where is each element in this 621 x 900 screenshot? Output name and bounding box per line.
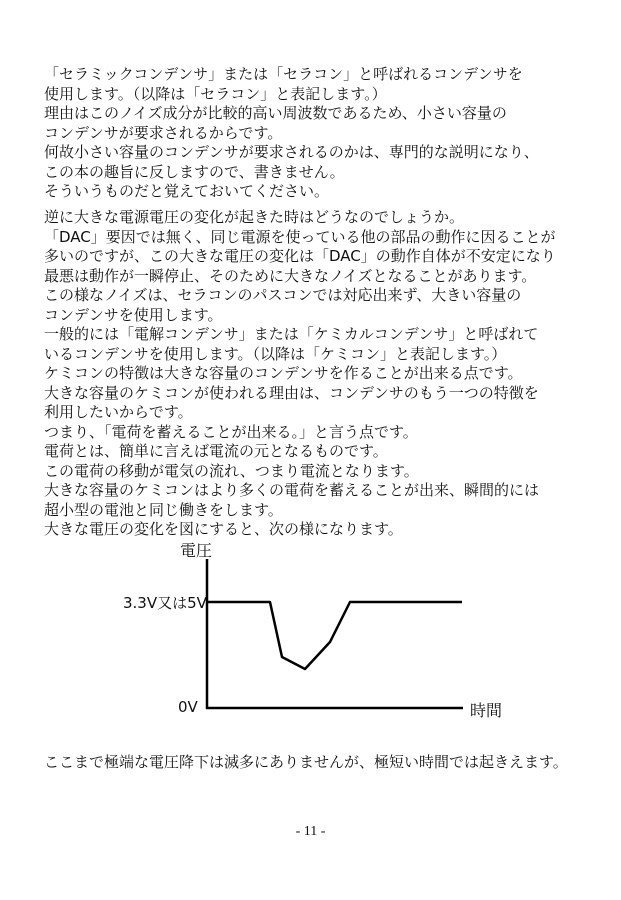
text-line: 多いのですが、この大きな電圧の変化は「DAC」の動作自体が不安定になり bbox=[44, 247, 556, 265]
text-line: ケミコンの特徴は大きな容量のコンデンサを作ることが出来る点です。 bbox=[44, 364, 523, 382]
text-line: コンデンサを使用します。 bbox=[44, 305, 223, 324]
text-line: この本の趣旨に反しますので、書きません。 bbox=[44, 162, 345, 181]
text-line: 超小型の電池と同じ働きをします。 bbox=[44, 500, 283, 519]
high-voltage-label: 3.3V又は5V bbox=[123, 594, 207, 612]
page-number: - 11 - bbox=[295, 824, 326, 839]
text-line: 大きな容量のケミコンはより多くの電荷を蓄えることが出来、瞬間的には bbox=[44, 481, 540, 499]
text-line: 使用します。（以降は「セラコン」と表記します。） bbox=[44, 84, 387, 103]
x-axis-label: 時間 bbox=[470, 701, 503, 720]
text-line: いるコンデンサを使用します。（以降は「ケミコン」と表記します。） bbox=[44, 344, 507, 363]
closing-sentence: ここまで極端な電圧降下は滅多にありませんが、極短い時間では起きえます。 bbox=[44, 753, 568, 771]
text-line: この様なノイズは、セラコンのパスコンでは対応出来ず、大きい容量の bbox=[44, 286, 522, 304]
text-line: 理由はこのノイズ成分が比較的高い周波数であるため、小さい容量の bbox=[44, 104, 507, 122]
text-line: 利用したいからです。 bbox=[44, 403, 193, 421]
text-line: 大きな容量のケミコンが使われる理由は、コンデンサのもう一つの特徴を bbox=[44, 383, 539, 402]
text-line: 電荷とは、簡単に言えば電流の元となるものです。 bbox=[44, 442, 388, 460]
y-axis-label: 電圧 bbox=[180, 541, 213, 560]
text-line: 一般的には「電解コンデンサ」または「ケミカルコンデンサ」と呼ばれて bbox=[44, 325, 539, 343]
text-line: そういうものだと覚えておいてください。 bbox=[44, 182, 330, 200]
text-line: この電荷の移動が電気の流れ、つまり電流となります。 bbox=[44, 461, 419, 480]
text-line: 逆に大きな電源電圧の変化が起きた時はどうなのでしょうか。 bbox=[44, 208, 465, 226]
voltage-waveform bbox=[207, 602, 462, 669]
text-line: 何故小さい容量のコンデンサが要求されるのかは、専門的な説明になり、 bbox=[44, 143, 539, 161]
text-line: 「DAC」要因では無く、同じ電源を使っている他の部品の動作に因ることが bbox=[44, 227, 556, 246]
zero-voltage-label: 0V bbox=[178, 698, 198, 716]
text-line: 大きな電圧の変化を図にすると、次の様になります。 bbox=[44, 520, 403, 538]
text-line: コンデンサが要求されるからです。 bbox=[44, 123, 283, 142]
text-line: 「セラミックコンデンサ」または「セラコン」と呼ばれるコンデンサを bbox=[44, 65, 523, 83]
text-line: つまり、「電荷を蓄えることが出来る。」と言う点です。 bbox=[44, 422, 418, 441]
text-line: 最悪は動作が一瞬停止、そのために大きなノイズとなることがあります。 bbox=[44, 266, 537, 285]
